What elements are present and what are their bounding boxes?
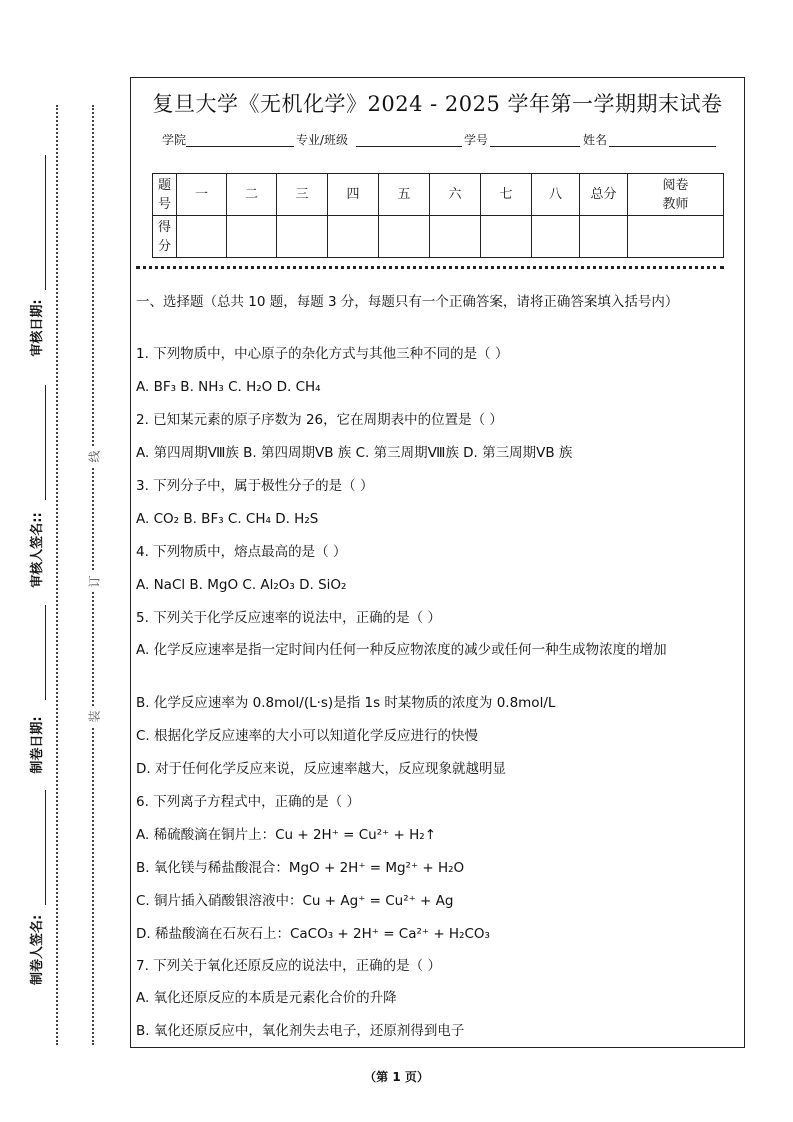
score-cell[interactable] (379, 216, 430, 258)
make-date-line (45, 605, 46, 700)
question-line: 7. 下列关于氧化还原反应的说法中，正确的是（ ） (136, 958, 441, 974)
page-number: （第 1 页） (364, 1070, 429, 1084)
header-cell: 总分 (580, 174, 628, 216)
question-line: 2. 已知某元素的原子序数为 26，它在周期表中的位置是（ ） (136, 412, 503, 428)
exam-title: 复旦大学《无机化学》2024 - 2025 学年第一学期期末试卷 (152, 92, 723, 116)
header-cell: 题号 (153, 174, 177, 216)
header-cell: 阅卷教师 (628, 174, 724, 216)
major-label: 专业/班级 (296, 133, 349, 147)
header-cell: 四 (328, 174, 379, 216)
student-id-label: 学号 (464, 133, 489, 147)
option-line: A. BF₃ B. NH₃ C. H₂O D. CH₄ (136, 379, 321, 395)
review-date-label: 审核日期: (30, 299, 45, 357)
college-field[interactable] (186, 146, 294, 147)
score-table-score-row (153, 216, 724, 258)
section-heading: 一、选择题（总共 10 题，每题 3 分，每题只有一个正确答案，请将正确答案填入括号内） (136, 294, 679, 310)
option-line: A. 第四周期Ⅷ族 B. 第四周期ⅤB 族 C. 第三周期Ⅷ族 D. 第三周期ⅤB 族 (136, 445, 573, 461)
header-cell: 一 (177, 174, 227, 216)
college-label: 学院 (162, 133, 187, 147)
header-cell: 六 (430, 174, 481, 216)
student-id-field[interactable] (490, 146, 580, 147)
option-line: B. 氧化还原反应中，氧化剂失去电子，还原剂得到电子 (136, 1023, 465, 1039)
option-line: A. NaCl B. MgO C. Al₂O₃ D. SiO₂ (136, 577, 347, 593)
major-field[interactable] (356, 146, 462, 147)
bind-mark-xian: 线 (86, 447, 103, 467)
score-cell[interactable] (628, 216, 724, 258)
question-line: 4. 下列物质中，熔点最高的是（ ） (136, 544, 347, 560)
score-cell[interactable] (580, 216, 628, 258)
score-cell[interactable] (227, 216, 277, 258)
question-line: 6. 下列离子方程式中，正确的是（ ） (136, 794, 360, 810)
score-cell[interactable] (177, 216, 227, 258)
option-line: A. 稀硫酸滴在铜片上：Cu + 2H⁺ = Cu²⁺ + H₂↑ (136, 827, 437, 843)
option-line: A. 氧化还原反应的本质是元素化合价的升降 (136, 990, 397, 1006)
bind-mark-zhuang: 装 (86, 707, 103, 727)
make-date-label: 制卷日期: (30, 716, 45, 774)
score-cell[interactable] (328, 216, 379, 258)
header-cell: 七 (481, 174, 532, 216)
option-line: D. 稀盐酸滴在石灰石上：CaCO₃ + 2H⁺ = Ca²⁺ + H₂CO₃ (136, 926, 490, 942)
score-cell[interactable] (430, 216, 481, 258)
score-table-header-row (153, 174, 724, 216)
name-field[interactable] (609, 146, 716, 147)
header-cell: 二 (227, 174, 277, 216)
reviewer-sign-line (45, 385, 46, 500)
row-label: 得分 (153, 216, 177, 258)
option-line: B. 化学反应速率为 0.8mol/(L·s)是指 1s 时某物质的浓度为 0.8mol/L (136, 695, 556, 711)
score-cell[interactable] (481, 216, 532, 258)
section-divider (136, 266, 724, 269)
bind-mark-ding: 订 (86, 572, 103, 592)
header-cell: 五 (379, 174, 430, 216)
option-line: B. 氧化镁与稀盐酸混合：MgO + 2H⁺ = Mg²⁺ + H₂O (136, 860, 465, 876)
option-line: C. 铜片插入硝酸银溶液中：Cu + Ag⁺ = Cu²⁺ + Ag (136, 893, 454, 909)
binding-dotted-line-outer (56, 105, 58, 1045)
question-line: 1. 下列物质中，中心原子的杂化方式与其他三种不同的是（ ） (136, 346, 509, 362)
option-line: A. 化学反应速率是指一定时间内任何一种反应物浓度的减少或任何一种生成物浓度的增加 (136, 642, 667, 658)
score-cell[interactable] (277, 216, 328, 258)
reviewer-sign-label: 审核人签名:: (30, 512, 45, 588)
header-cell: 八 (532, 174, 580, 216)
maker-sign-label: 制卷人签名: (30, 914, 45, 985)
header-cell: 三 (277, 174, 328, 216)
score-cell[interactable] (532, 216, 580, 258)
score-table (152, 173, 724, 258)
question-line: 3. 下列分子中，属于极性分子的是（ ） (136, 478, 374, 494)
name-label: 姓名 (583, 133, 608, 147)
option-line: C. 根据化学反应速率的大小可以知道化学反应进行的快慢 (136, 728, 479, 744)
maker-sign-line (45, 790, 46, 905)
option-line: D. 对于任何化学反应来说，反应速率越大，反应现象就越明显 (136, 761, 506, 777)
question-line: 5. 下列关于化学反应速率的说法中，正确的是（ ） (136, 610, 441, 626)
review-date-line (45, 155, 46, 290)
option-line: A. CO₂ B. BF₃ C. CH₄ D. H₂S (136, 511, 319, 527)
